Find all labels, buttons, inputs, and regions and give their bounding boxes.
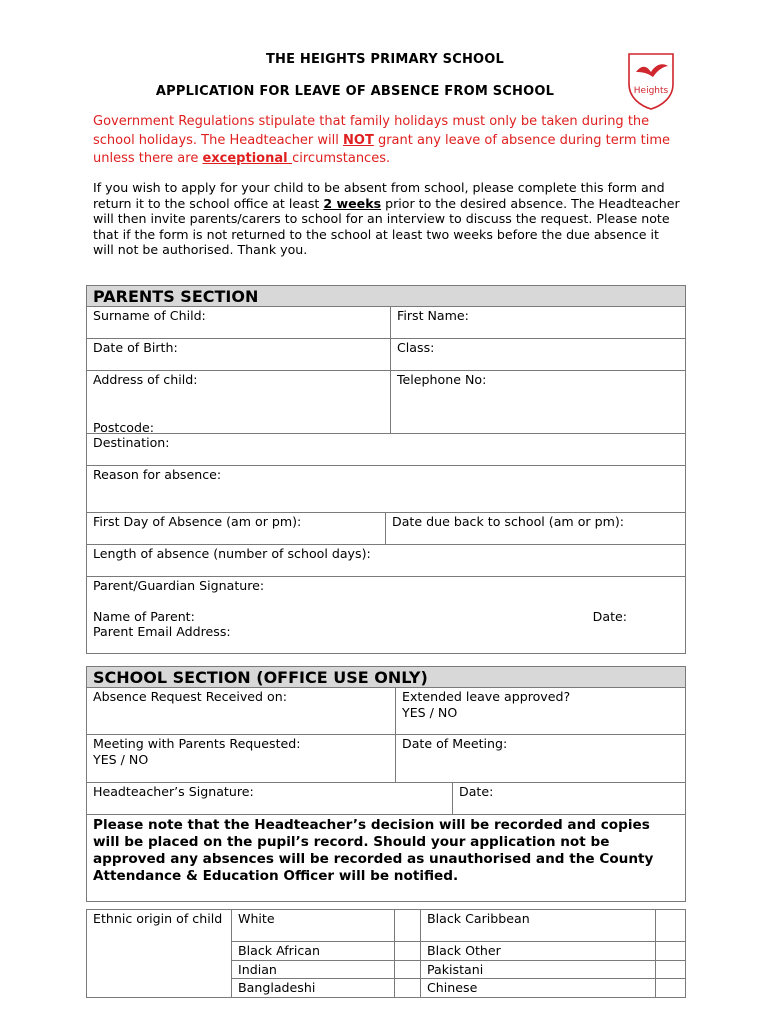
parent-date-label: Date:: [592, 608, 628, 624]
date-back-field[interactable]: Date due back to school (am or pm):: [386, 513, 686, 545]
ethnic-checkbox[interactable]: [656, 942, 686, 961]
headteacher-date-field[interactable]: Date:: [453, 783, 686, 815]
surname-field[interactable]: Surname of Child:: [87, 307, 391, 339]
form-title: APPLICATION FOR LEAVE OF ABSENCE FROM SCHOOL: [155, 84, 555, 99]
ethnic-option-label: Pakistani: [421, 960, 656, 979]
school-name: THE HEIGHTS PRIMARY SCHOOL: [265, 52, 505, 67]
reason-field[interactable]: Reason for absence:: [87, 466, 686, 513]
school-section: [86, 666, 686, 902]
signature-label: Parent/Guardian Signature:: [93, 578, 265, 593]
meeting-yes-no[interactable]: YES / NO: [93, 751, 149, 767]
ethnic-checkbox[interactable]: [395, 979, 421, 998]
ethnic-origin-table: [86, 909, 686, 998]
ethnic-option-label: Black Other: [421, 942, 656, 961]
ethnic-option-label: Chinese: [421, 979, 656, 998]
length-field[interactable]: Length of absence (number of school days):: [87, 545, 686, 577]
signature-block[interactable]: [87, 577, 686, 654]
telephone-field[interactable]: Telephone No:: [391, 371, 686, 434]
ethnic-checkbox[interactable]: [395, 960, 421, 979]
address-field[interactable]: Address of child: Postcode:: [87, 371, 391, 434]
extended-yes-no[interactable]: YES / NO: [402, 704, 458, 720]
postcode-label: Postcode:: [93, 419, 154, 435]
headteacher-signature-field[interactable]: Headteacher’s Signature:: [87, 783, 453, 815]
parents-section: [86, 285, 686, 654]
dob-field[interactable]: Date of Birth:: [87, 339, 391, 371]
intro-paragraph: If you wish to apply for your child to be absent from school, please complete this form and return it to the school office at least 2 weeks prior to the desired absence. The Headteacher will then invite parents/carers to school for an interview to discuss the request. Please note that if the form is not returned to the school at least two weeks before the due absence it will not be authorised. Thank you.: [93, 180, 680, 258]
government-notice: Government Regulations stipulate that family holidays must only be taken during the school holidays. The Headteacher will NOT grant any leave of absence during term time unless there are exceptional circumstances.: [93, 114, 671, 166]
first-day-field[interactable]: First Day of Absence (am or pm):: [87, 513, 386, 545]
ethnic-checkbox[interactable]: [395, 942, 421, 961]
meeting-date-field[interactable]: Date of Meeting:: [396, 735, 686, 783]
received-field[interactable]: Absence Request Received on:: [87, 688, 396, 735]
ethnic-option-label: Black Caribbean: [421, 910, 656, 942]
destination-field[interactable]: Destination:: [87, 434, 686, 466]
parent-name-label: Name of Parent:: [93, 608, 195, 624]
ethnic-checkbox[interactable]: [395, 910, 421, 942]
extended-leave-field[interactable]: Extended leave approved? YES / NO: [396, 688, 686, 735]
ethnic-checkbox[interactable]: [656, 960, 686, 979]
ethnic-checkbox[interactable]: [656, 910, 686, 942]
decision-notice: Please note that the Headteacher’s decision will be recorded and copies will be placed on the pupil’s record. Should your application not be approved any absences will be recorded as unauthorised and the County Attendance & Education Officer will be notified.: [87, 815, 686, 902]
logo-text: Heights: [633, 86, 669, 96]
ethnic-checkbox[interactable]: [656, 979, 686, 998]
school-section-heading: SCHOOL SECTION (OFFICE USE ONLY): [87, 667, 686, 688]
ethnic-origin-label: Ethnic origin of child: [87, 910, 232, 998]
ethnic-option-label: White: [232, 910, 395, 942]
ethnic-option-label: Indian: [232, 960, 395, 979]
meeting-requested-field[interactable]: Meeting with Parents Requested: YES / NO: [87, 735, 396, 783]
ethnic-option-label: Bangladeshi: [232, 979, 395, 998]
email-label: Parent Email Address:: [93, 624, 231, 639]
school-logo: [626, 50, 676, 110]
class-field[interactable]: Class:: [391, 339, 686, 371]
ethnic-option-label: Black African: [232, 942, 395, 961]
parents-section-heading: PARENTS SECTION: [87, 286, 686, 307]
first-name-field[interactable]: First Name:: [391, 307, 686, 339]
